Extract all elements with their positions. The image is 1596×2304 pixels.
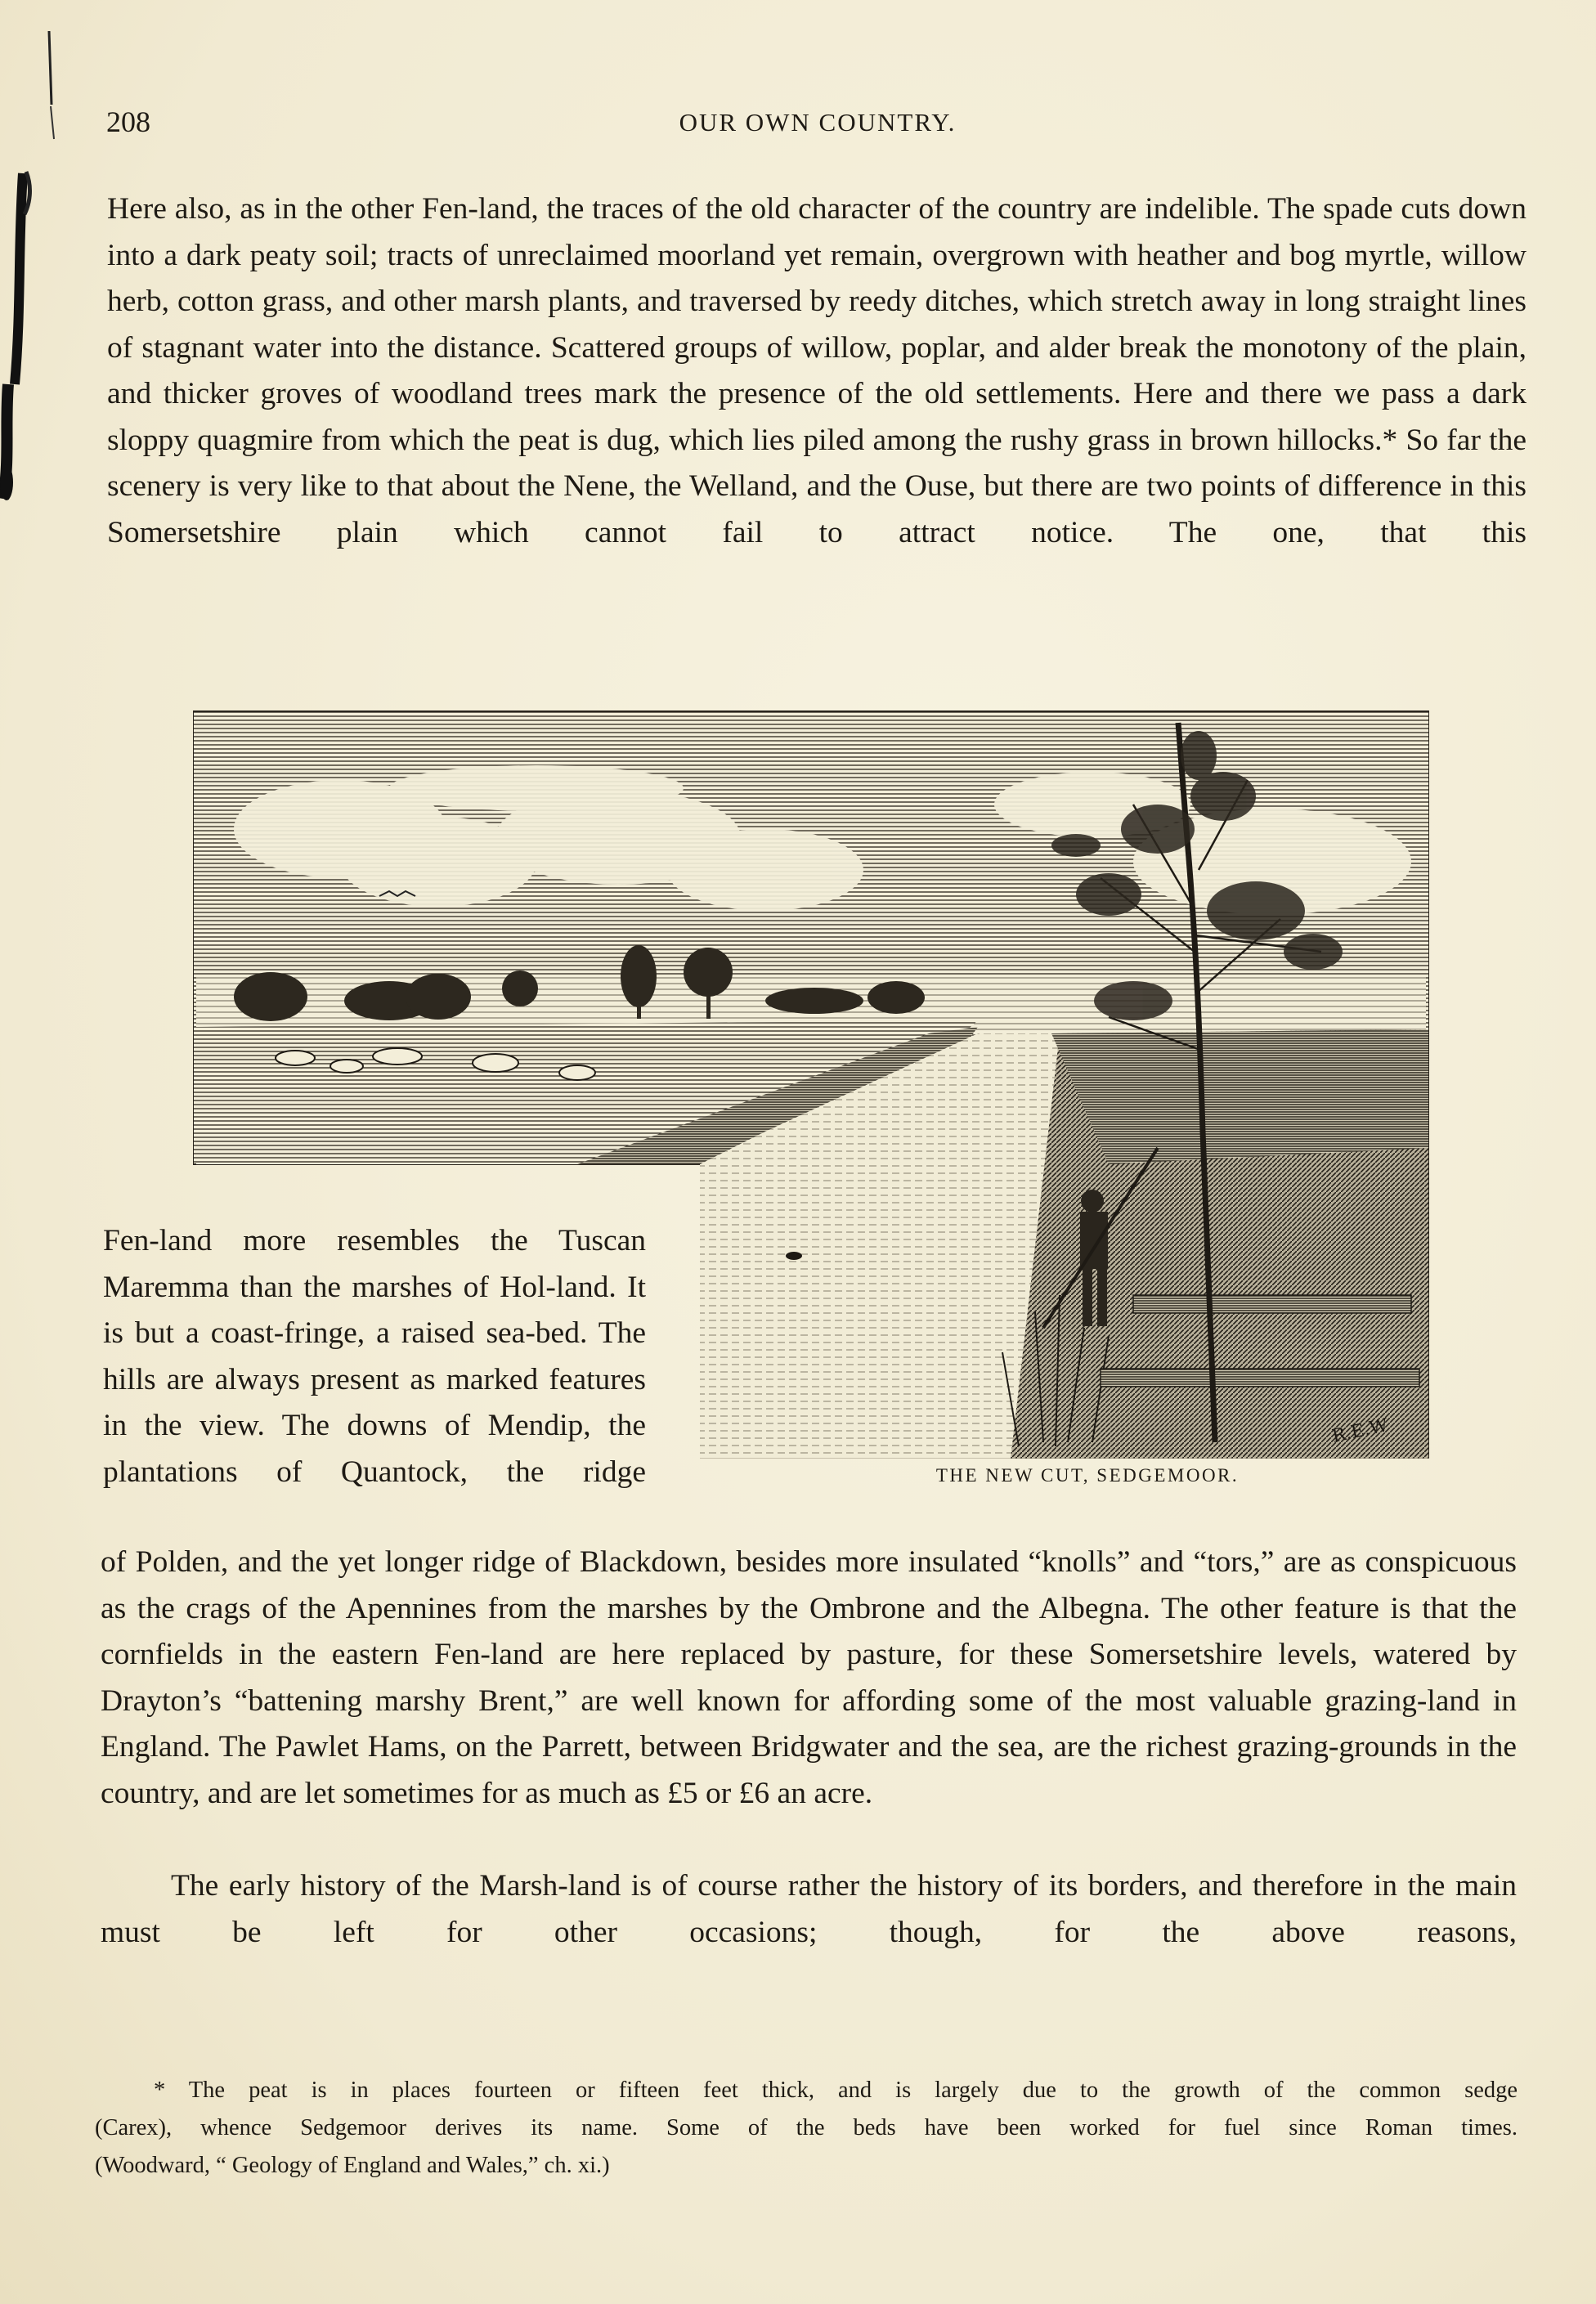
running-title: OUR OWN COUNTRY. bbox=[679, 108, 957, 137]
page-number: 208 bbox=[106, 105, 150, 138]
wrapped-paragraph-beside-figure: Fen-land more resembles the Tuscan Maremma than the marshes of Hol-land. It is but a coast-fringe, a raised sea-bed. The hills are always present as marked features in the view. The downs of Mendip, the plantations of Quantock, the ridge bbox=[103, 1224, 646, 1489]
paragraph-1: Here also, as in the other Fen-land, the traces of the old character of the country are indelible. The spade cuts down into a dark peaty soil; tracts of unreclaimed moorland yet remain, overgrown with heather and bog myrtle, willow herb, cotton grass, and other marsh plants, and traversed by reedy ditches, which stretch away in long straight lines of stagnant water into the distance. Scattered groups of willow, poplar, and alder break the monotony of the plain, and thicker groves of woodland trees mark the presence of the old settlements. Here and there we pass a dark sloppy quagmire from which the peat is dug, which lies piled among the rushy grass in brown hillocks.* So far the scenery is very like to that about the Nene, the Welland, and the Ouse, but there are two points of difference in this Somersetshire plain which cannot fail to attract notice. The one, that this bbox=[107, 192, 1527, 549]
footnote-line-2: (Carex), whence Sedgemoor derives its name. Some of the beds have been worked for fuel since Roman times. bbox=[95, 2115, 1518, 2140]
figure-caption: THE NEW CUT, SEDGEMOOR. bbox=[935, 1465, 1240, 1486]
page-edge-ink-marks bbox=[0, 0, 74, 572]
footnote-line-3: (Woodward, “ Geology of England and Wales,” ch. xi.) bbox=[95, 2153, 610, 2178]
engraver-mark: R.E.W bbox=[1330, 1415, 1390, 1447]
paragraph-3: The early history of the Marsh-land is of course rather the history of its borders, and therefore in the main must be left for other occasions; though, for the above reasons, bbox=[101, 1869, 1517, 1949]
paragraph-2: of Polden, and the yet longer ridge of Blackdown, besides more insulated “knolls” and “tors,” are as conspicuous as the crags of the Apennines from the marshes by the Ombrone and the Albegna. The other feature is that the cornfields in the eastern Fen-land are here replaced by pasture, for these Somersetshire levels, watered by Drayton’s “battening marshy Brent,” are well known for affording some of the most valuable grazing-land in England. The Pawlet Hams, on the Parrett, between Bridgwater and the sea, are the richest grazing-grounds in the country, and are let sometimes for as much as £5 or £6 an acre. bbox=[101, 1545, 1517, 1810]
page-header bbox=[106, 105, 1529, 146]
footnote-line-1: * The peat is in places fourteen or fifteen feet thick, and is largely due to the growth of the common sedge bbox=[154, 2078, 1518, 2103]
